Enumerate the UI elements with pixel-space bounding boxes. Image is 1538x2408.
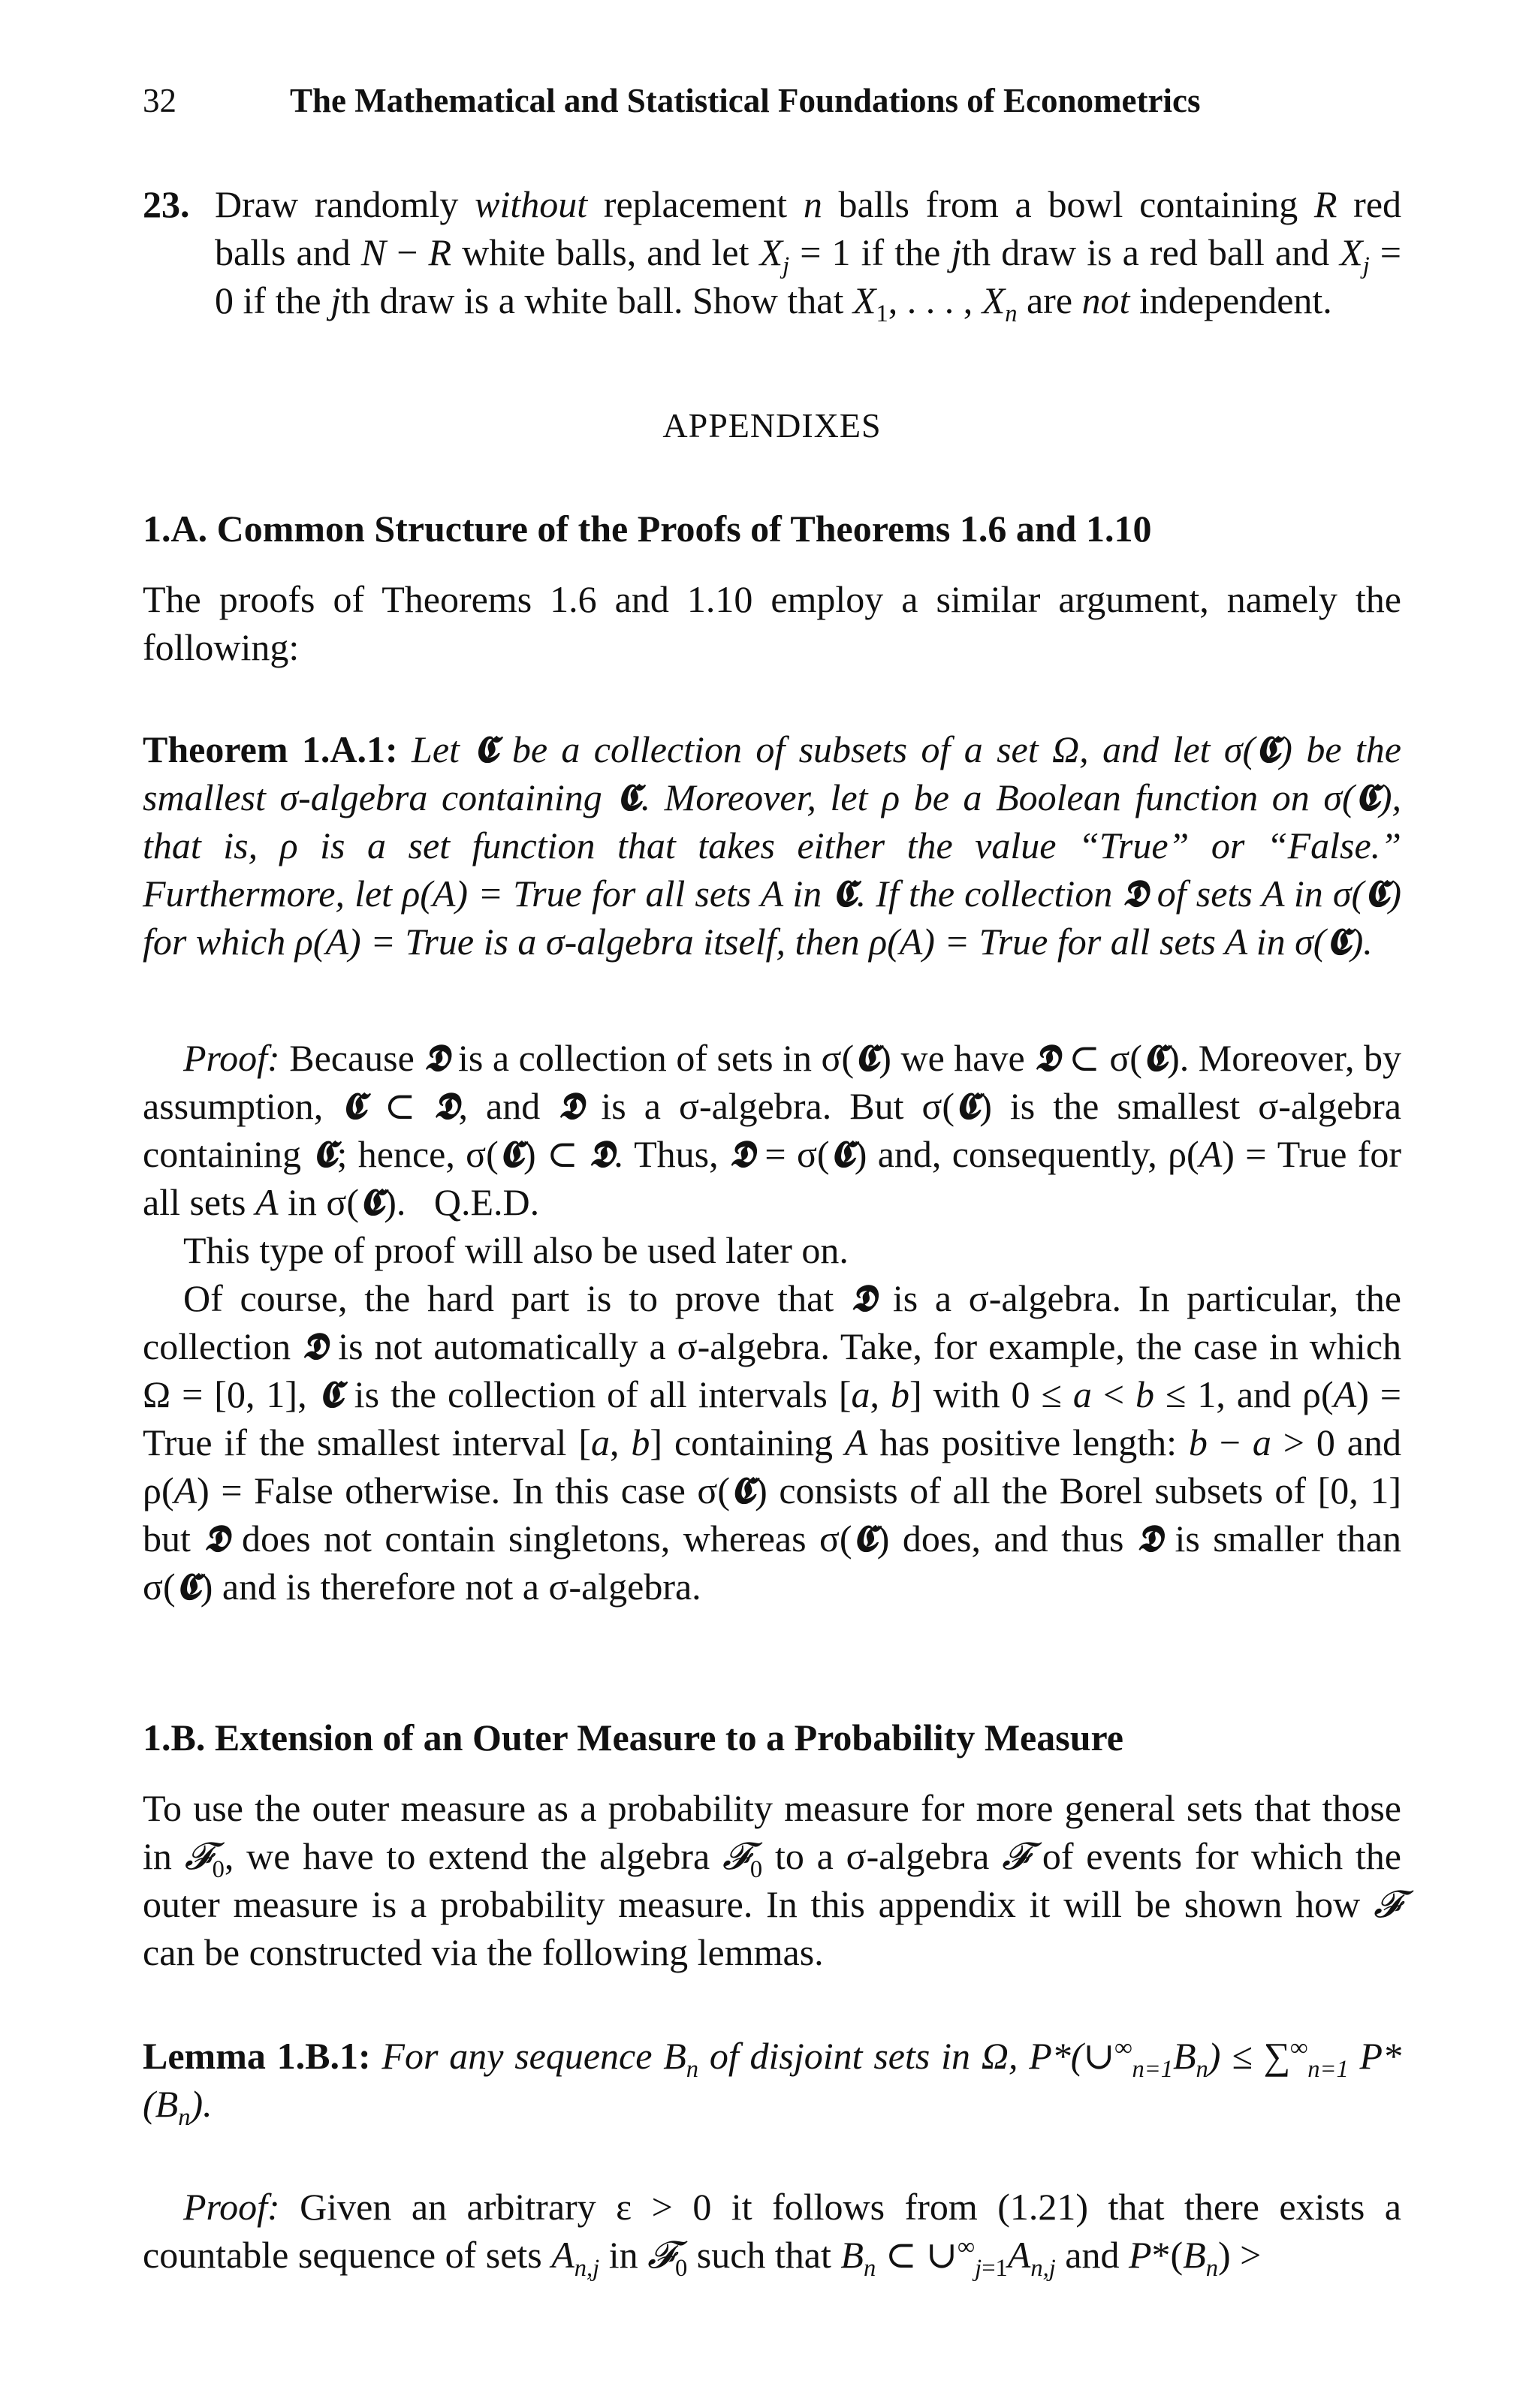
page-number: 32 [143,82,176,119]
theorem-label: Theorem 1.A.1: [143,728,398,770]
running-header [143,81,1401,129]
proof-1b1: Proof: Given an arbitrary ε > 0 it follows from (1.21) that there exists a countable sequence of sets $A_{n,j}$ in 𝓕$_0$ such that $B_n$ ⊂ $\cup^\infty_{j=1}A_{n,j}$ and $P*(B_n)$ > [143,2186,1401,2282]
exercise-23 [143,180,1402,327]
section-1a-intro: The proofs of Theorems 1.6 and 1.10 employ a similar argument, namely the following: [143,578,1401,668]
section-1a-discussion: Of course, the hard part is to prove that 𝕯 is a σ-algebra. In particular, the collection 𝕯 is not automatically a σ-algebra. Take, for example, the case in which Ω = [0, 1], 𝕮 is the collection of all intervals [a, b] with 0 ≤ a < b ≤ 1, and ρ(A) = True if the smallest interval [a, b] containing A has positive length: b − a > 0 and ρ(A) = False otherwise. In this case σ(𝕮) consists of all the Borel subsets of [0, 1] but 𝕯 does not contain singletons, whereas σ(𝕮) does, and thus 𝕯 is smaller than σ(𝕮) and is therefore not a σ-algebra. [143,1276,1402,1608]
section-heading-1a: 1.A. Common Structure of the Proofs of Theorems 1.6 and 1.10 [143,508,1152,550]
exercise-number: 23. [143,183,190,225]
running-title: The Mathematical and Statistical Foundations of Econometrics [290,82,1201,119]
proof-1a1: Proof: Because 𝕯 is a collection of sets in σ(𝕮) we have 𝕯 ⊂ σ(𝕮). Moreover, by assumption, 𝕮 ⊂ 𝕯, and 𝕯 is a σ-algebra. But σ(𝕮) is the smallest σ-algebra containing 𝕮; hence, σ(𝕮) ⊂ 𝕯. Thus, 𝕯 = σ(𝕮) and, consequently, ρ(A) = True for all sets A in σ(𝕮). Q.E.D. [143,1035,1402,1224]
exercise-text: Draw randomly without replacement n balls from a bowl containing R red balls and N − R white balls, and let $X_j = 1$ if the jth draw is a red ball and $X_j = 0$ if the jth draw is a white ball. Show that $X_1$, . . . , $X_n$ are not independent. [215,183,1402,327]
lemma-label: Lemma 1.B.1: [143,2035,371,2077]
proof-remark: This type of proof will also be used later on. [183,1229,849,1271]
qed-mark: Q.E.D. [433,1181,540,1223]
lemma-1b1: Lemma 1.B.1: For any sequence $B_n$ of disjoint sets in Ω, $P*(\cup^\infty_{n=1}B_n) \le \sum^\infty_{n=1}$ $P*(B_n)$. [143,2034,1402,2131]
section-heading-1b: 1.B. Extension of an Outer Measure to a Probability Measure [143,1716,1123,1759]
proof-label: Proof: [183,1037,280,1079]
section-1b-intro: To use the outer measure as a probability measure for more general sets that those in 𝓕$_0$, we have to extend the algebra 𝓕$_0$ to a σ-algebra 𝓕 of events for which the outer measure is a probability measure. In this appendix it will be shown how 𝓕 can be constructed via the following lemmas. [143,1787,1402,1973]
theorem-1a1: Theorem 1.A.1: Let 𝕮 be a collection of subsets of a set Ω, and let σ(𝕮) be the smallest σ-algebra containing 𝕮. Moreover, let ρ be a Boolean function on σ(𝕮), that is, ρ is a set function that takes either the value “True” or “False.” Furthermore, let ρ(A) = True for all sets A in 𝕮. If the collection 𝕯 of sets A in σ(𝕮) for which ρ(A) = True is a σ-algebra itself, then ρ(A) = True for all sets A in σ(𝕮). [143,727,1402,963]
proof-label-b: Proof: [183,2186,280,2228]
appendixes-title: APPENDIXES [662,406,882,445]
